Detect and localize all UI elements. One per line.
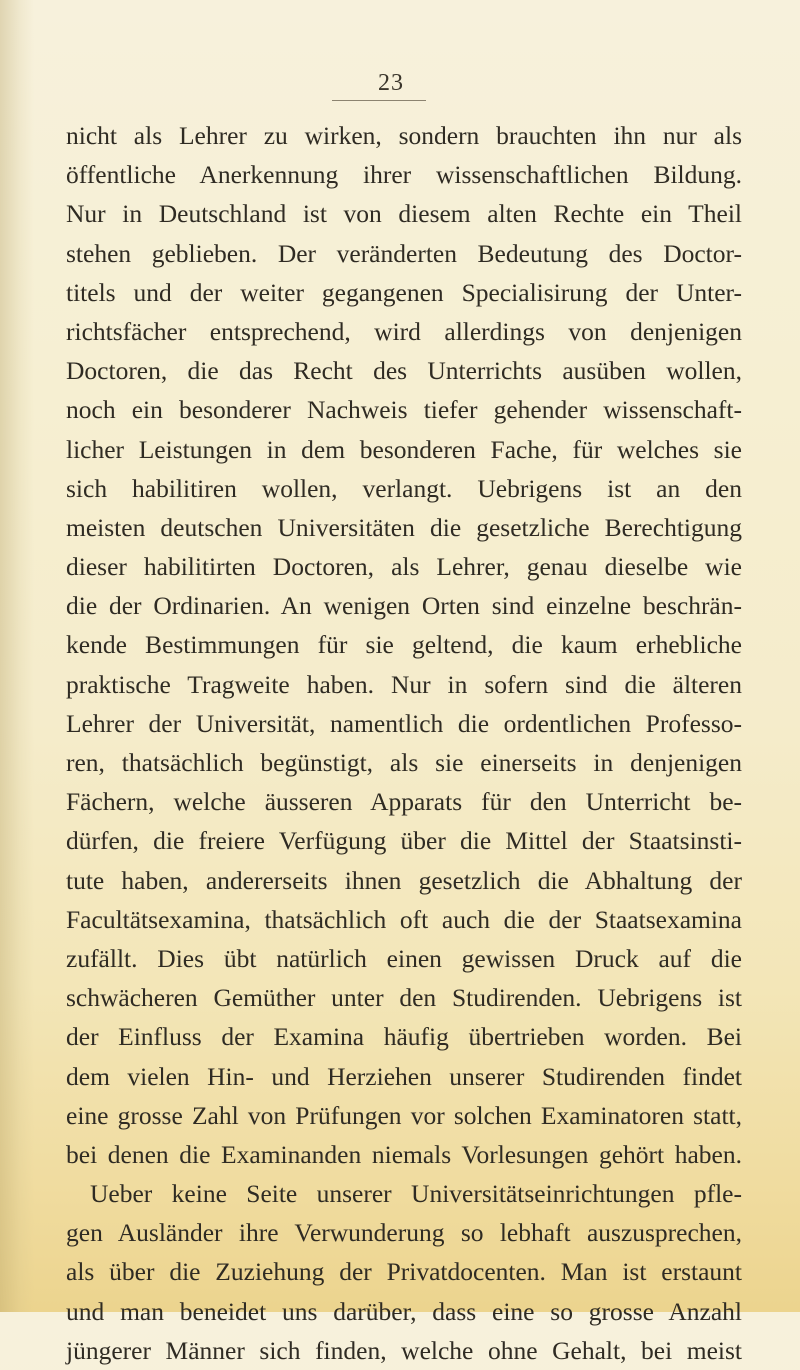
- text-line: Lehrer der Universität, namentlich die ordentlichen Professo-: [66, 708, 742, 738]
- text-line: jüngerer Männer sich finden, welche ohne Gehalt, bei meist: [66, 1335, 742, 1365]
- header-rule: [332, 100, 426, 101]
- text-line: Nur in Deutschland ist von diesem alten Rechte ein Theil: [66, 199, 742, 229]
- text-line: kende Bestimmungen für sie geltend, die kaum erhebliche: [66, 630, 742, 660]
- text-line: dürfen, die freiere Verfügung über die Mittel der Staatsinsti-: [66, 826, 742, 856]
- text-line: licher Leistungen in dem besonderen Fache, für welches sie: [66, 434, 742, 464]
- text-line: zufällt. Dies übt natürlich einen gewissen Druck auf die: [66, 943, 742, 973]
- text-line: nicht als Lehrer zu wirken, sondern brauchten ihn nur als: [66, 121, 742, 150]
- text-line: als über die Zuziehung der Privatdocenten. Man ist erstaunt: [66, 1257, 742, 1287]
- text-line: meisten deutschen Universitäten die gesetzliche Berechtigung: [66, 512, 742, 542]
- text-line: Doctoren, die das Recht des Unterrichts ausüben wollen,: [66, 356, 742, 386]
- text-line: dieser habilitirten Doctoren, als Lehrer, genau dieselbe wie: [66, 552, 742, 582]
- text-line: Ueber keine Seite unserer Universitätseinrichtungen pfle-: [90, 1179, 742, 1209]
- text-line: richtsfächer entsprechend, wird allerdings von denjenigen: [66, 316, 742, 346]
- text-line: praktische Tragweite haben. Nur in sofern sind die älteren: [66, 669, 742, 699]
- text-line: der Einfluss der Examina häufig übertrieben worden. Bei: [66, 1022, 742, 1052]
- text-line: eine grosse Zahl von Prüfungen vor solchen Examinatoren statt,: [66, 1100, 742, 1130]
- text-line: schwächeren Gemüther unter den Studirenden. Uebrigens ist: [66, 983, 742, 1013]
- text-line: stehen geblieben. Der veränderten Bedeutung des Doctor-: [66, 238, 742, 268]
- page-edge-shadow: [0, 0, 34, 1312]
- text-line: und man beneidet uns darüber, dass eine so grosse Anzahl: [66, 1296, 742, 1326]
- text-line: ren, thatsächlich begünstigt, als sie einerseits in denjenigen: [66, 748, 742, 777]
- text-line: gen Ausländer ihre Verwunderung so lebhaft auszusprechen,: [66, 1218, 742, 1248]
- body-text: [66, 116, 742, 1370]
- text-line: noch ein besonderer Nachweis tiefer gehender wissenschaft-: [66, 395, 742, 425]
- text-line: öffentliche Anerkennung ihrer wissenschaftlichen Bildung.: [66, 160, 742, 190]
- text-line: titels und der weiter gegangenen Specialisirung der Unter-: [66, 277, 742, 307]
- text-line: tute haben, andererseits ihnen gesetzlich die Abhaltung der: [66, 865, 742, 895]
- text-line: bei denen die Examinanden niemals Vorlesungen gehört haben.: [66, 1139, 742, 1169]
- text-line: die der Ordinarien. An wenigen Orten sind einzelne beschrän-: [66, 591, 742, 621]
- text-line: dem vielen Hin- und Herziehen unserer Studirenden findet: [66, 1061, 742, 1091]
- page-number: 23: [378, 70, 404, 96]
- text-line: sich habilitiren wollen, verlangt. Uebrigens ist an den: [66, 473, 742, 503]
- text-line: Facultätsexamina, thatsächlich oft auch die der Staatsexamina: [66, 904, 742, 934]
- text-line: Fächern, welche äusseren Apparats für den Unterricht be-: [66, 787, 742, 817]
